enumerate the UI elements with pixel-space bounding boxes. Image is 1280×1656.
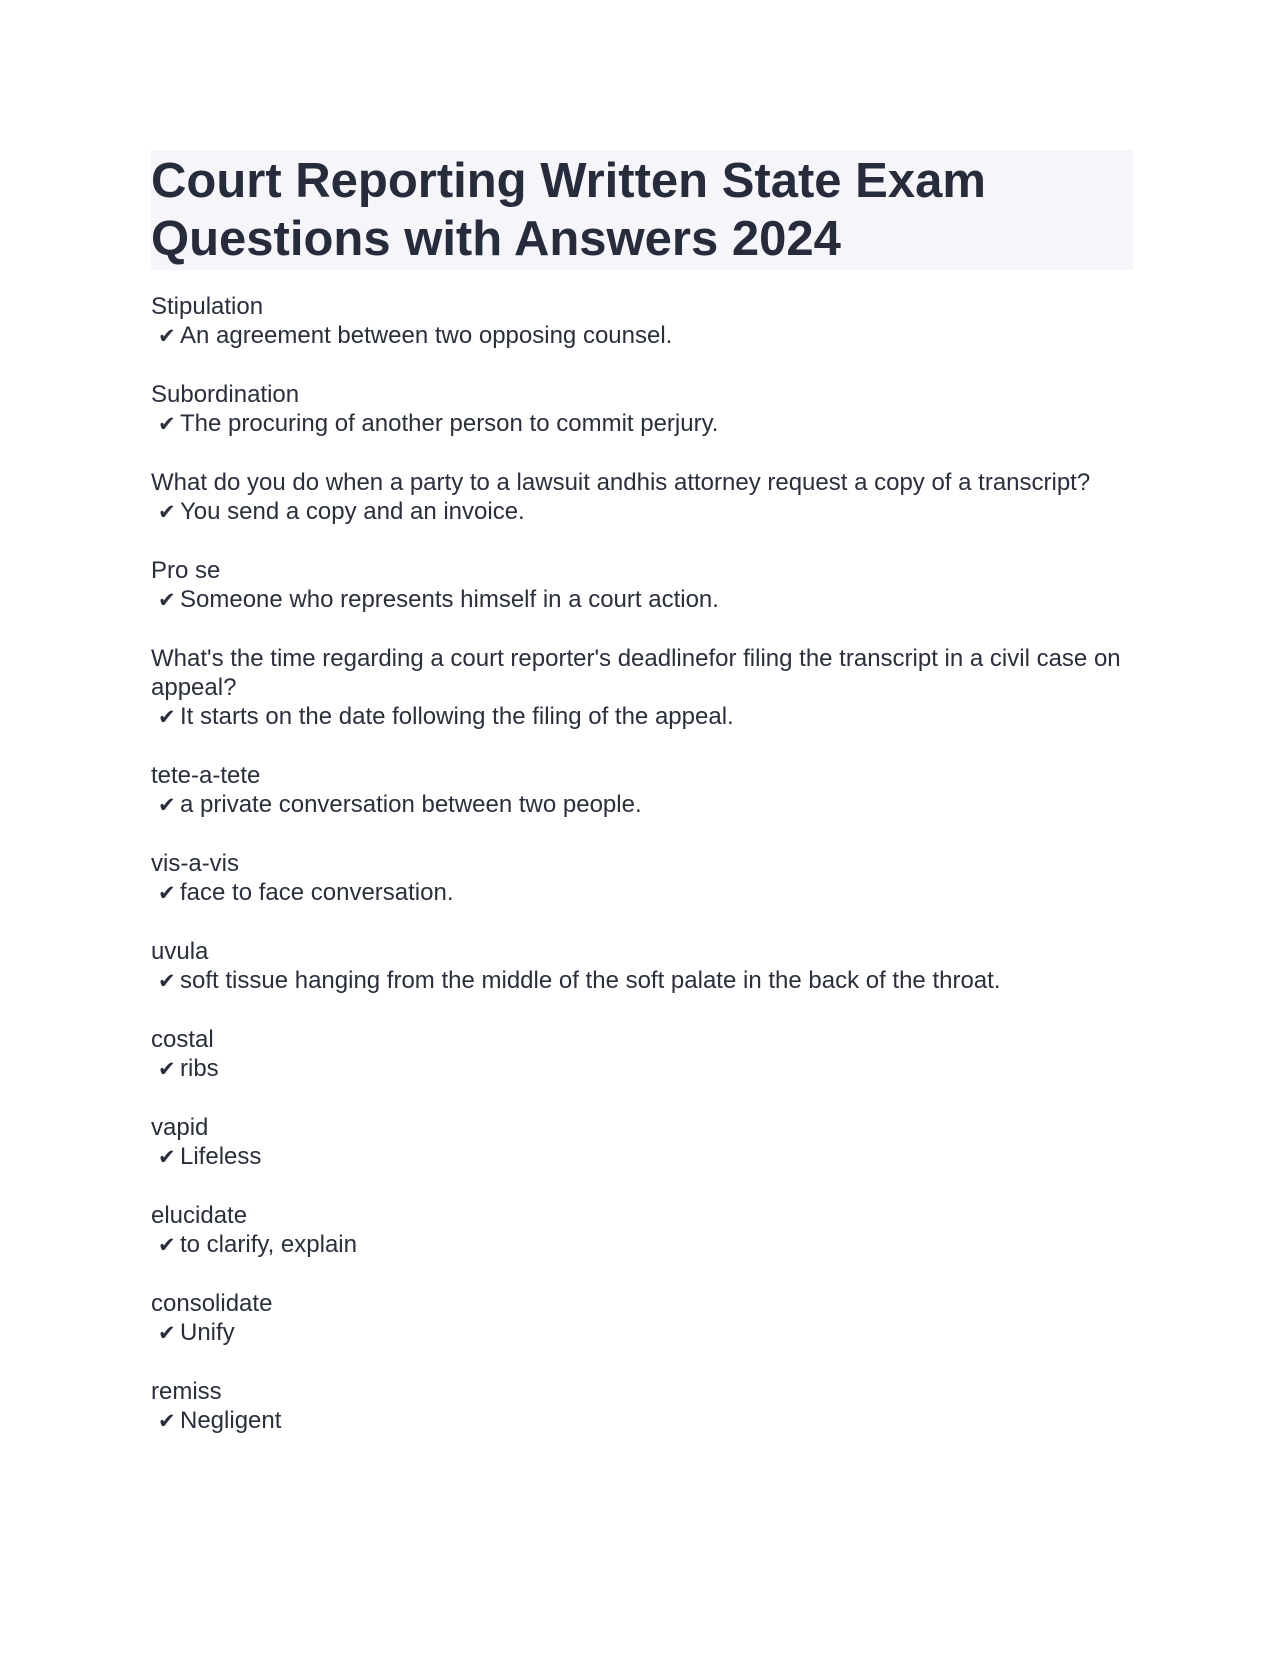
- checkmark-icon: ✔: [158, 706, 176, 729]
- qa-item: [151, 644, 1133, 732]
- answer-text: Negligent: [180, 1407, 282, 1434]
- checkmark-icon: ✔: [158, 1146, 176, 1169]
- qa-item: [151, 556, 1133, 615]
- qa-item: [151, 761, 1133, 820]
- question-text: elucidate: [151, 1202, 248, 1229]
- checkmark-icon: ✔: [158, 970, 176, 993]
- qa-item: [151, 1025, 1133, 1084]
- answer-line: [151, 1142, 1133, 1172]
- qa-list: [151, 292, 1133, 1436]
- question-text: vis-a-vis: [151, 850, 239, 877]
- answer-text: Unify: [180, 1319, 235, 1346]
- checkmark-icon: ✔: [158, 1058, 176, 1081]
- answer-line: [151, 1054, 1133, 1084]
- answer-line: [151, 702, 1133, 732]
- answer-line: [151, 790, 1133, 820]
- qa-item: [151, 849, 1133, 908]
- question-text: consolidate: [151, 1290, 273, 1317]
- answer-text: a private conversation between two people.: [180, 791, 642, 818]
- qa-item: [151, 1113, 1133, 1172]
- answer-text: to clarify, explain: [180, 1231, 357, 1258]
- question-text: tete-a-tete: [151, 762, 261, 789]
- checkmark-icon: ✔: [158, 589, 176, 612]
- checkmark-icon: ✔: [158, 501, 176, 524]
- answer-text: face to face conversation.: [180, 879, 454, 906]
- qa-item: [151, 1377, 1133, 1436]
- question-text: uvula: [151, 938, 209, 965]
- answer-text: ribs: [180, 1055, 219, 1082]
- answer-line: [151, 878, 1133, 908]
- answer-line: [151, 966, 1133, 996]
- answer-text: Someone who represents himself in a court action.: [180, 586, 719, 613]
- answer-line: [151, 321, 1133, 351]
- answer-line: [151, 1318, 1133, 1348]
- qa-item: [151, 468, 1133, 527]
- qa-item: [151, 1289, 1133, 1348]
- answer-text: The procuring of another person to commit perjury.: [180, 410, 719, 437]
- question-text: What's the time regarding a court reporter's deadlinefor filing the transcript in a civil case on appeal?: [151, 645, 1121, 701]
- question-text: costal: [151, 1026, 214, 1053]
- question-text: Stipulation: [151, 293, 264, 320]
- answer-text: You send a copy and an invoice.: [180, 498, 525, 525]
- answer-text: soft tissue hanging from the middle of the soft palate in the back of the throat.: [180, 967, 1001, 994]
- question-text: What do you do when a party to a lawsuit andhis attorney request a copy of a transcript?: [151, 469, 1091, 496]
- question-text: vapid: [151, 1114, 209, 1141]
- qa-item: [151, 1201, 1133, 1260]
- checkmark-icon: ✔: [158, 794, 176, 817]
- checkmark-icon: ✔: [158, 1322, 176, 1345]
- question-text: Pro se: [151, 557, 221, 584]
- answer-line: [151, 1230, 1133, 1260]
- answer-line: [151, 409, 1133, 439]
- document-title: Court Reporting Written State Exam Questions with Answers 2024: [151, 154, 986, 266]
- checkmark-icon: ✔: [158, 325, 176, 348]
- answer-text: Lifeless: [180, 1143, 262, 1170]
- title-block: [151, 150, 1133, 270]
- checkmark-icon: ✔: [158, 1234, 176, 1257]
- checkmark-icon: ✔: [158, 882, 176, 905]
- question-text: Subordination: [151, 381, 300, 408]
- answer-line: [151, 497, 1133, 527]
- qa-item: [151, 380, 1133, 439]
- qa-item: [151, 937, 1133, 996]
- document-page: [151, 150, 1133, 1465]
- checkmark-icon: ✔: [158, 1410, 176, 1433]
- answer-line: [151, 585, 1133, 615]
- question-text: remiss: [151, 1378, 222, 1405]
- checkmark-icon: ✔: [158, 413, 176, 436]
- answer-text: An agreement between two opposing counsel.: [180, 322, 673, 349]
- qa-item: [151, 292, 1133, 351]
- answer-line: [151, 1406, 1133, 1436]
- answer-text: It starts on the date following the filing of the appeal.: [180, 703, 734, 730]
